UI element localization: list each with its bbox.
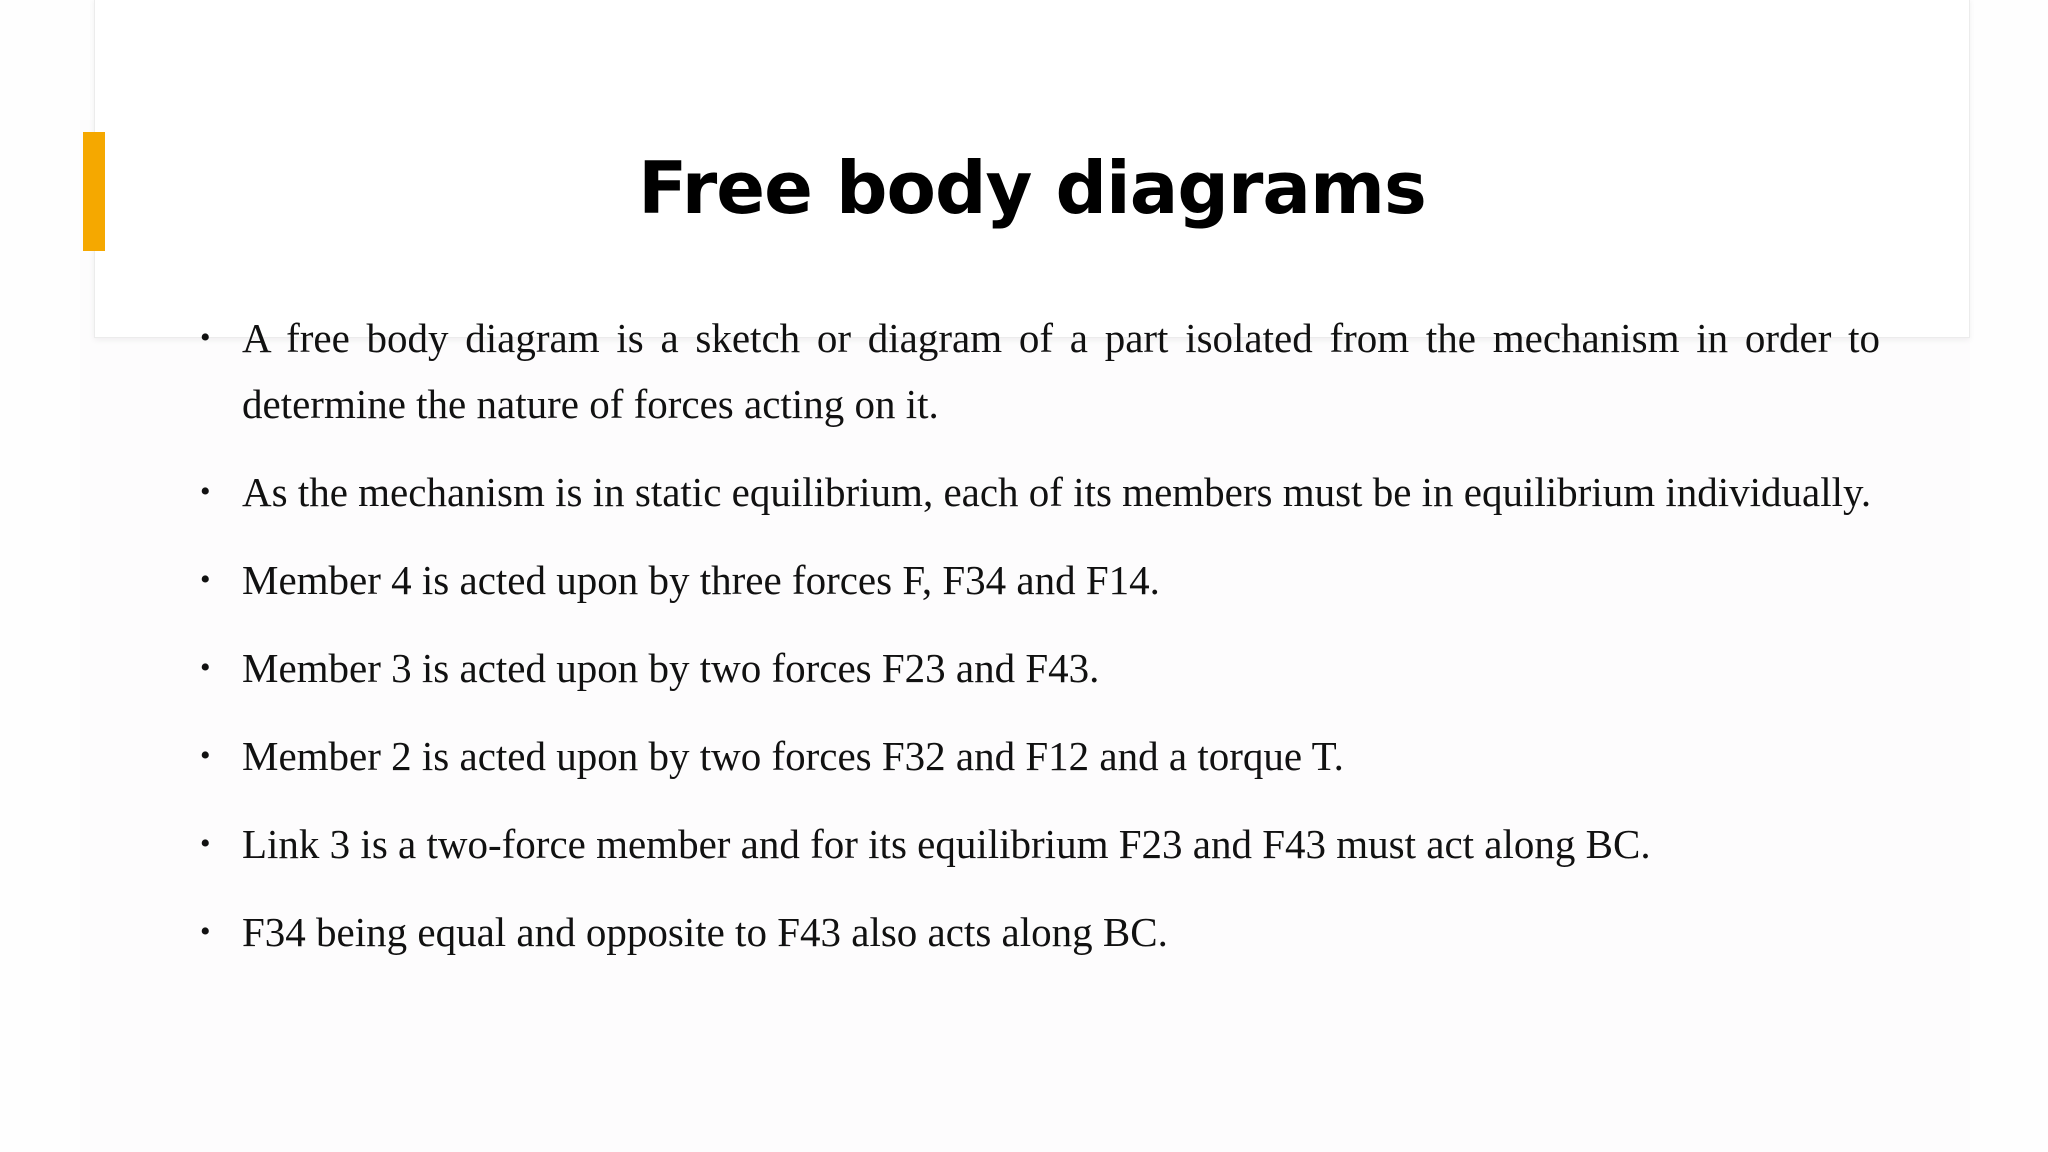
bullet-text: Link 3 is a two-force member and for its equilibrium F23 and F43 must act along BC. (242, 821, 1651, 867)
bullet-icon: • (200, 651, 211, 684)
bullet-item (200, 635, 1880, 701)
bullet-text: F34 being equal and opposite to F43 also acts along BC. (242, 909, 1168, 955)
bullet-text: Member 4 is acted upon by three forces F, F34 and F14. (242, 557, 1160, 603)
bullet-icon: • (200, 563, 211, 596)
bullet-item (200, 811, 1880, 877)
bullet-list (200, 305, 1880, 987)
bullet-item (200, 305, 1880, 437)
bullet-text: Member 2 is acted upon by two forces F32 and F12 and a torque T. (242, 733, 1344, 779)
bullet-item (200, 459, 1880, 525)
bullet-item (200, 723, 1880, 789)
bullet-icon: • (200, 827, 211, 860)
bullet-text: A free body diagram is a sketch or diagram of a part isolated from the mechanism in order to determine the nature of forces acting on it. (242, 315, 1880, 427)
bullet-item (200, 899, 1880, 965)
bullet-item (200, 547, 1880, 613)
bullet-text: As the mechanism is in static equilibrium, each of its members must be in equilibrium individually. (242, 469, 1872, 515)
bullet-icon: • (200, 739, 211, 772)
slide-title: Free body diagrams (638, 146, 1426, 230)
bullet-icon: • (200, 915, 211, 948)
bullet-text: Member 3 is acted upon by two forces F23 and F43. (242, 645, 1100, 691)
bullet-icon: • (200, 321, 211, 354)
bullet-icon: • (200, 475, 211, 508)
